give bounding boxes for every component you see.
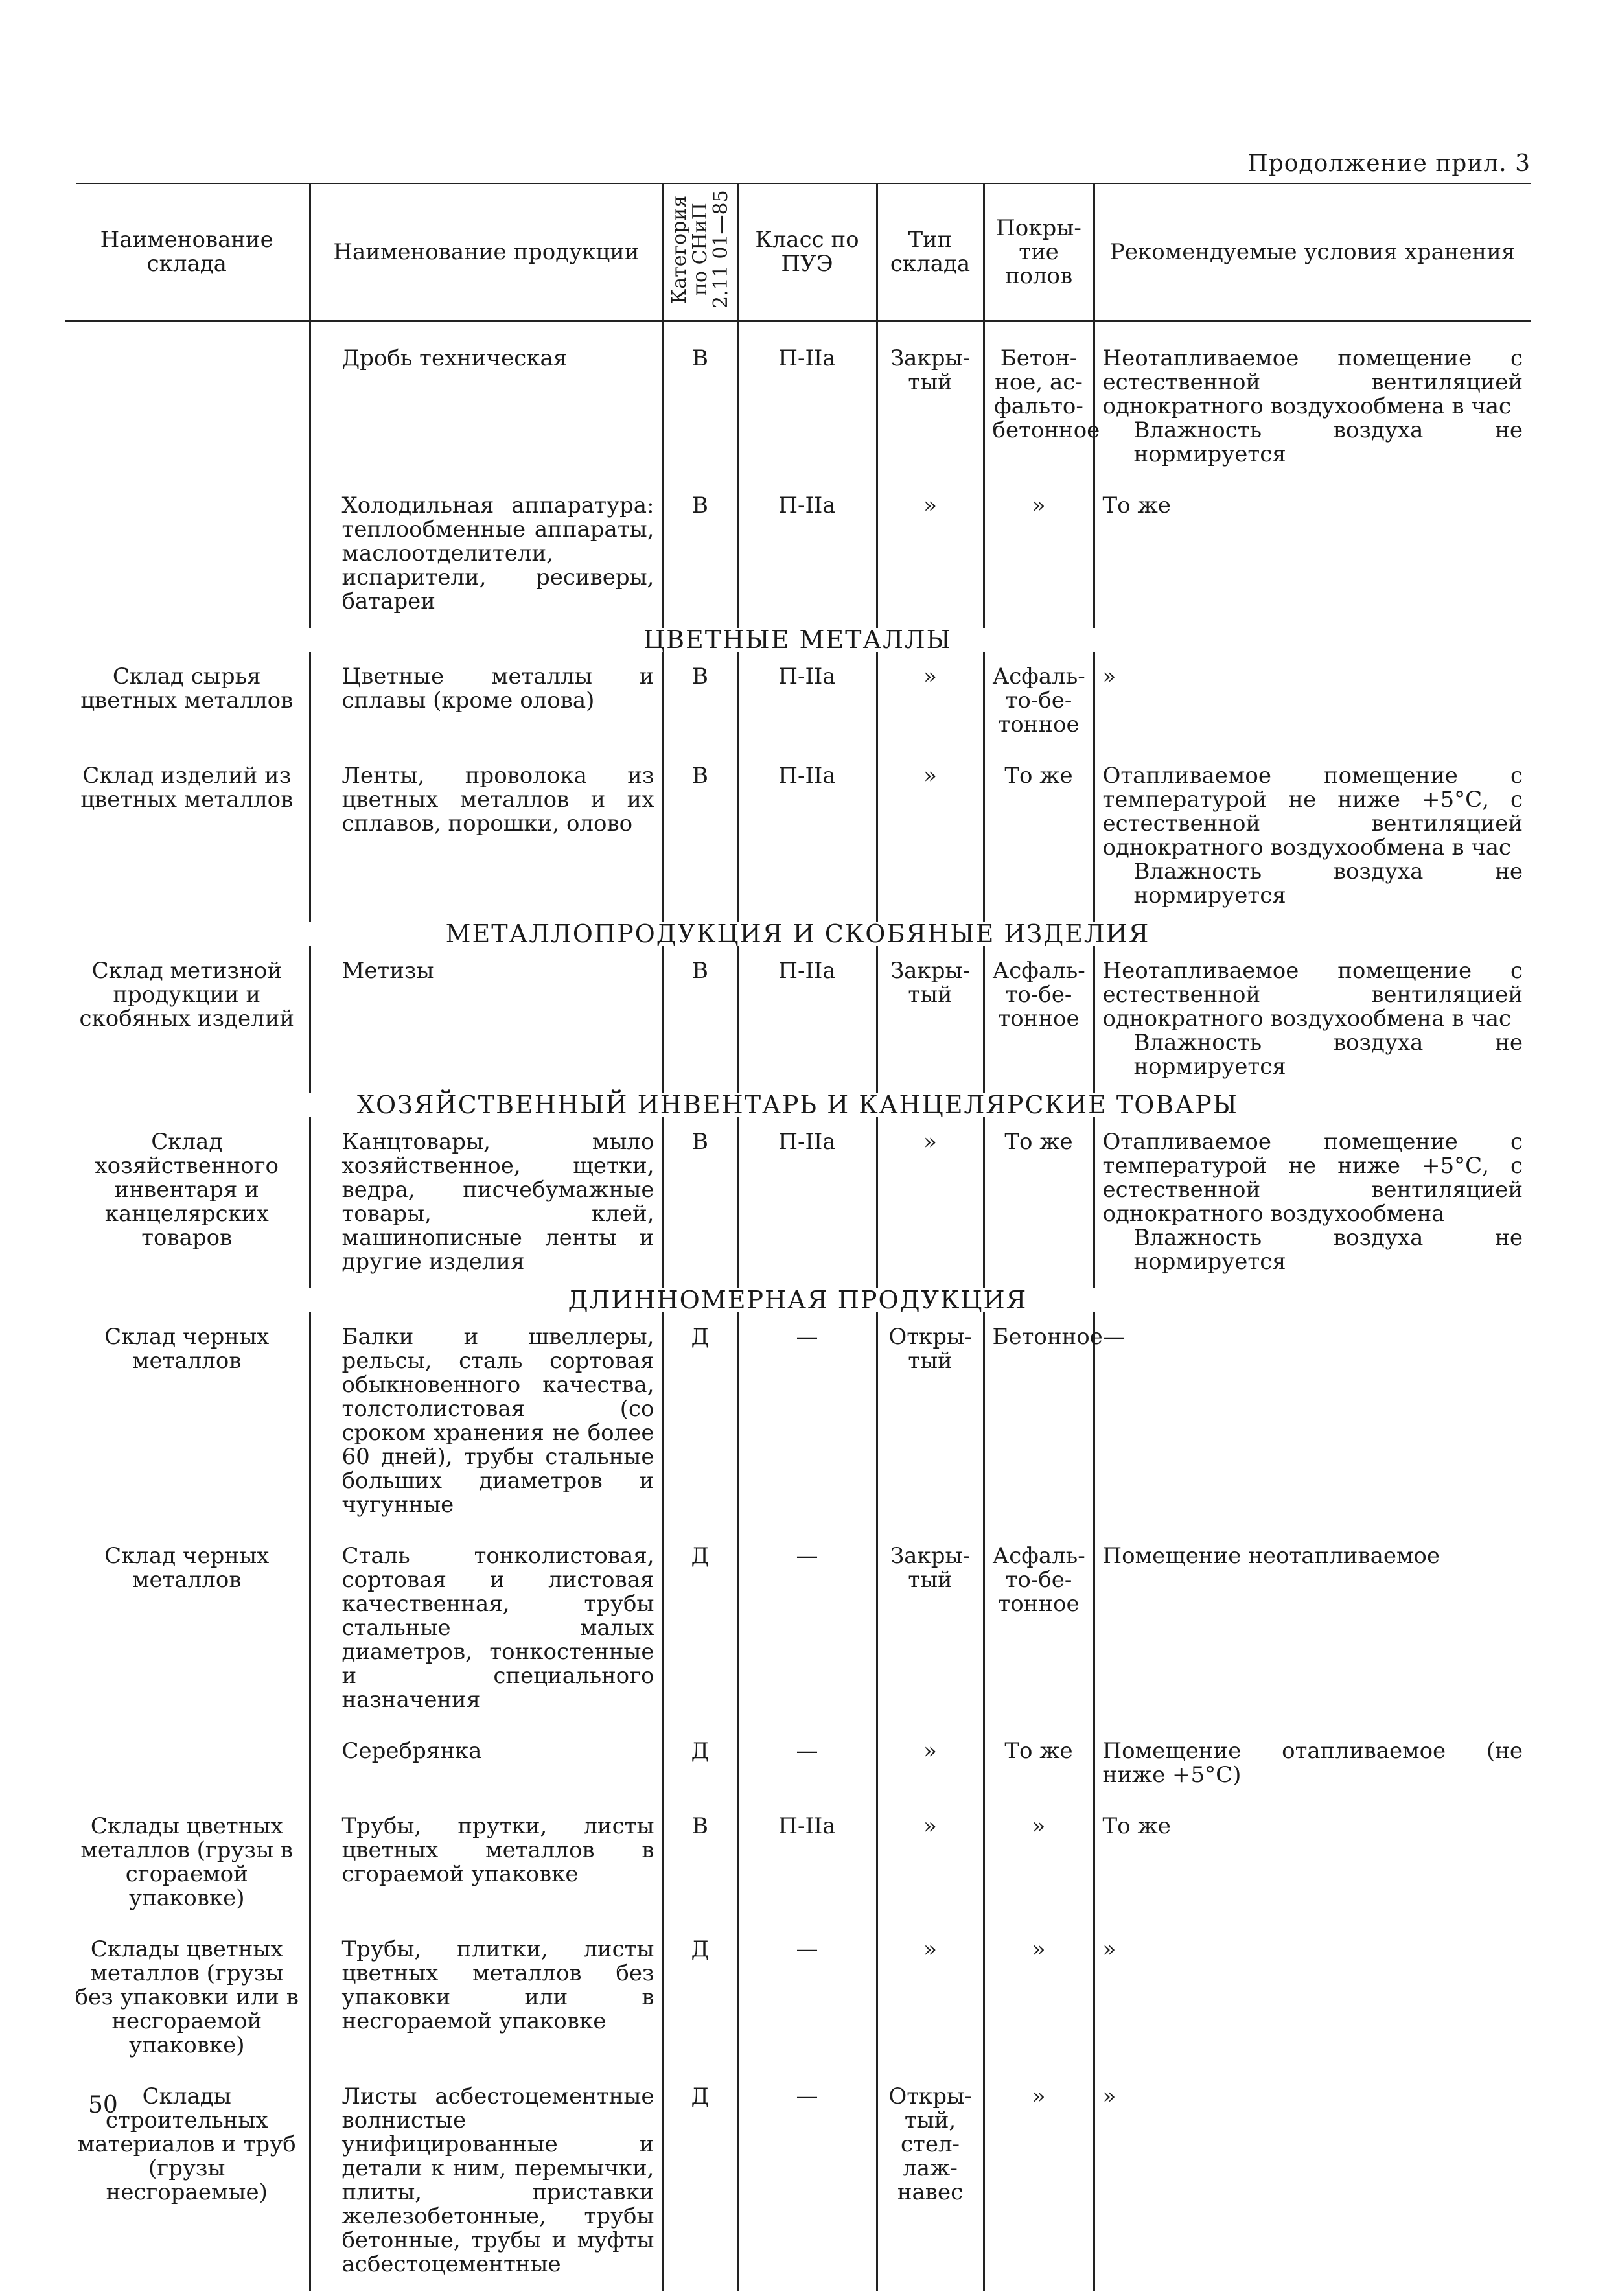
cell-conditions [1094,751,1531,922]
cell-class: П-IIa [737,321,877,481]
cell-product: Холодильная аппаратура: теплообменные аппараты, маслоотделители, испарители, ресиверы, батареи [310,481,663,628]
cell-floor: » [984,1802,1094,1925]
condition-line: Влажность воздуха не нормируется [1133,1030,1523,1080]
cell-warehouse: Склад черных металлов [104,1543,270,1593]
table-row [65,652,1531,751]
section-heading-row [65,1288,1531,1312]
cell-category: В [663,751,737,922]
table-row [65,946,1531,1093]
cell-conditions [1094,946,1531,1093]
cell-product: Трубы, плитки, листы цветных металлов без упаковки или в несгораемой упаковке [310,1925,663,2072]
cell-conditions [1094,1531,1531,1726]
cell-floor: То же [984,751,1094,922]
cell-class: — [737,2072,877,2291]
section-heading: ЦВЕТНЫЕ МЕТАЛЛЫ [643,625,953,654]
cell-product: Трубы, прутки, листы цветных металлов в сгораемой упаковке [310,1802,663,1925]
cell-conditions [1094,321,1531,481]
column-header-category [663,184,737,321]
cell-conditions [1094,1312,1531,1531]
cell-category: Д [663,1726,737,1802]
cell-floor: » [984,481,1094,628]
condition-line: — [1102,1324,1125,1350]
cell-floor: Бетон-ное, ас-фальто-бетонное [984,321,1094,481]
page-number: 50 [88,2092,118,2118]
cell-warehouse [65,1726,310,1802]
column-header-category-text: Категория по СНиП 2.11 01—85 [667,190,732,309]
table-row [65,751,1531,922]
cell-type: » [877,652,984,751]
cell-warehouse: Склад хозяйственного инвентаря и канцелярских товаров [95,1129,279,1251]
cell-product: Серебрянка [310,1726,663,1802]
table-row [65,1726,1531,1802]
cell-class: П-IIa [737,652,877,751]
cell-category: В [663,652,737,751]
cell-type: » [877,1726,984,1802]
condition-line: Влажность воздуха не нормируется [1133,859,1523,909]
table-row [65,321,1531,481]
cell-warehouse: Склад черных металлов [104,1324,270,1374]
cell-category: В [663,946,737,1093]
cell-category: Д [663,1312,737,1531]
cell-category: В [663,1117,737,1288]
cell-category: В [663,481,737,628]
condition-line: Отапливаемое помещение с температурой не ниже +5°С, с естественной вентиляцией однократного воздухообмена [1102,1129,1523,1227]
table-header-row [65,184,1531,321]
cell-type: » [877,1802,984,1925]
section-heading-row [65,922,1531,946]
cell-floor: То же [984,1117,1094,1288]
cell-type: Закры-тый [877,321,984,481]
cell-warehouse: Склады цветных металлов (грузы в сгораемой упаковке) [80,1813,294,1911]
condition-line: » [1102,664,1116,690]
table-row [65,2072,1531,2291]
cell-conditions [1094,481,1531,628]
cell-type: Откры-тый, стел-лаж-навес [877,2072,984,2291]
cell-floor: Асфаль-то-бе-тонное [984,946,1094,1093]
cell-class: П-IIa [737,1802,877,1925]
condition-line: Влажность воздуха не нормируется [1133,1225,1523,1275]
condition-line: » [1102,2083,1116,2109]
cell-floor: » [984,2072,1094,2291]
cell-type: Закры-тый [877,946,984,1093]
cell-floor: Бетонное [984,1312,1094,1531]
section-heading: МЕТАЛЛОПРОДУКЦИЯ И СКОБЯНЫЕ ИЗДЕЛИЯ [445,920,1150,948]
column-header-type: Тип склада [877,184,984,321]
condition-line: Влажность воздуха не нормируется [1133,417,1523,467]
continuation-label: Продолжение прил. 3 [1247,150,1531,177]
cell-product: Листы асбестоцементные волнистые унифицированные и детали к ним, перемычки, плиты, приставки железобетонные, трубы бетонные, трубы и муфты асбестоцементные [310,2072,663,2291]
table-row [65,1802,1531,1925]
table-row [65,1117,1531,1288]
cell-type: Закры-тый [877,1531,984,1726]
condition-line: То же [1102,493,1171,518]
cell-product: Балки и швеллеры, рельсы, сталь сортовая обыкновенного качества, толстолистовая (со сроком хранения не более 60 дней), трубы стальные больших диаметров и чугунные [310,1312,663,1531]
cell-class: — [737,1312,877,1531]
cell-type: » [877,751,984,922]
condition-line: » [1102,1936,1116,1962]
cell-conditions [1094,1802,1531,1925]
cell-warehouse: Склады строительных материалов и труб (грузы несгораемые) [77,2083,296,2205]
cell-warehouse: Склады цветных металлов (грузы без упаковки или в несгораемой упаковке) [75,1936,299,2058]
section-heading: ХОЗЯЙСТВЕННЫЙ ИНВЕНТАРЬ И КАНЦЕЛЯРСКИЕ ТОВАРЫ [356,1091,1239,1119]
cell-category: Д [663,2072,737,2291]
column-header-floor: Покры-тие полов [984,184,1094,321]
table-row [65,1531,1531,1726]
table-body [65,321,1531,2291]
column-header-conditions: Рекомендуемые условия хранения [1094,184,1531,321]
table-row [65,1312,1531,1531]
column-header-warehouse: Наименование склада [65,184,310,321]
cell-type: » [877,1925,984,2072]
cell-type: » [877,1117,984,1288]
cell-floor: Асфаль-то-бе-тонное [984,1531,1094,1726]
cell-class: П-IIa [737,946,877,1093]
cell-class: П-IIa [737,751,877,922]
cell-category: Д [663,1925,737,2072]
cell-category: Д [663,1531,737,1726]
cell-product: Метизы [310,946,663,1093]
cell-product: Сталь тонколистовая, сортовая и листовая качественная, трубы стальные малых диаметров, тонкостенные и специального назначения [310,1531,663,1726]
condition-line: Помещение неотапливаемое [1102,1543,1440,1569]
cell-floor: То же [984,1726,1094,1802]
cell-conditions [1094,2072,1531,2291]
cell-category: В [663,1802,737,1925]
cell-warehouse: Склад сырья цветных металлов [80,664,294,713]
cell-category: В [663,321,737,481]
section-heading-row [65,628,1531,652]
storage-table [65,184,1531,2291]
condition-line: Отапливаемое помещение с температурой не ниже +5°С, с естественной вентиляцией однократного воздухообмена в час [1102,763,1523,861]
cell-conditions [1094,1925,1531,2072]
cell-class: — [737,1925,877,2072]
cell-class: — [737,1531,877,1726]
condition-line: Неотапливаемое помещение с естественной вентиляцией однократного воздухообмена в час [1102,958,1523,1032]
cell-product: Канцтовары, мыло хозяйственное, щетки, ведра, писчебумажные товары, клей, машинописные ленты и другие изделия [310,1117,663,1288]
cell-floor: Асфаль-то-бе-тонное [984,652,1094,751]
column-header-product: Наименование продукции [310,184,663,321]
cell-warehouse: Склад изделий из цветных металлов [80,763,294,813]
cell-class: — [737,1726,877,1802]
cell-product: Ленты, проволока из цветных металлов и их сплавов, порошки, олово [310,751,663,922]
cell-conditions [1094,1726,1531,1802]
section-heading: ДЛИННОМЕРНАЯ ПРОДУКЦИЯ [568,1286,1028,1314]
cell-product: Дробь техническая [310,321,663,481]
section-heading-row [65,1093,1531,1117]
cell-conditions [1094,652,1531,751]
cell-warehouse [65,481,310,628]
cell-warehouse: Склад метизной продукции и скобяных изделий [79,958,295,1032]
cell-conditions [1094,1117,1531,1288]
table-row [65,1925,1531,2072]
condition-line: Неотапливаемое помещение с естественной вентиляцией однократного воздухообмена в час [1102,345,1523,419]
table-row [65,481,1531,628]
condition-line: То же [1102,1813,1171,1839]
cell-class: П-IIa [737,1117,877,1288]
cell-product: Цветные металлы и сплавы (кроме олова) [310,652,663,751]
cell-type: Откры-тый [877,1312,984,1531]
column-header-class: Класс по ПУЭ [737,184,877,321]
cell-floor: » [984,1925,1094,2072]
condition-line: Помещение отапливаемое (не ниже +5°С) [1102,1738,1523,1788]
cell-warehouse [65,321,310,481]
cell-type: » [877,481,984,628]
cell-class: П-IIa [737,481,877,628]
